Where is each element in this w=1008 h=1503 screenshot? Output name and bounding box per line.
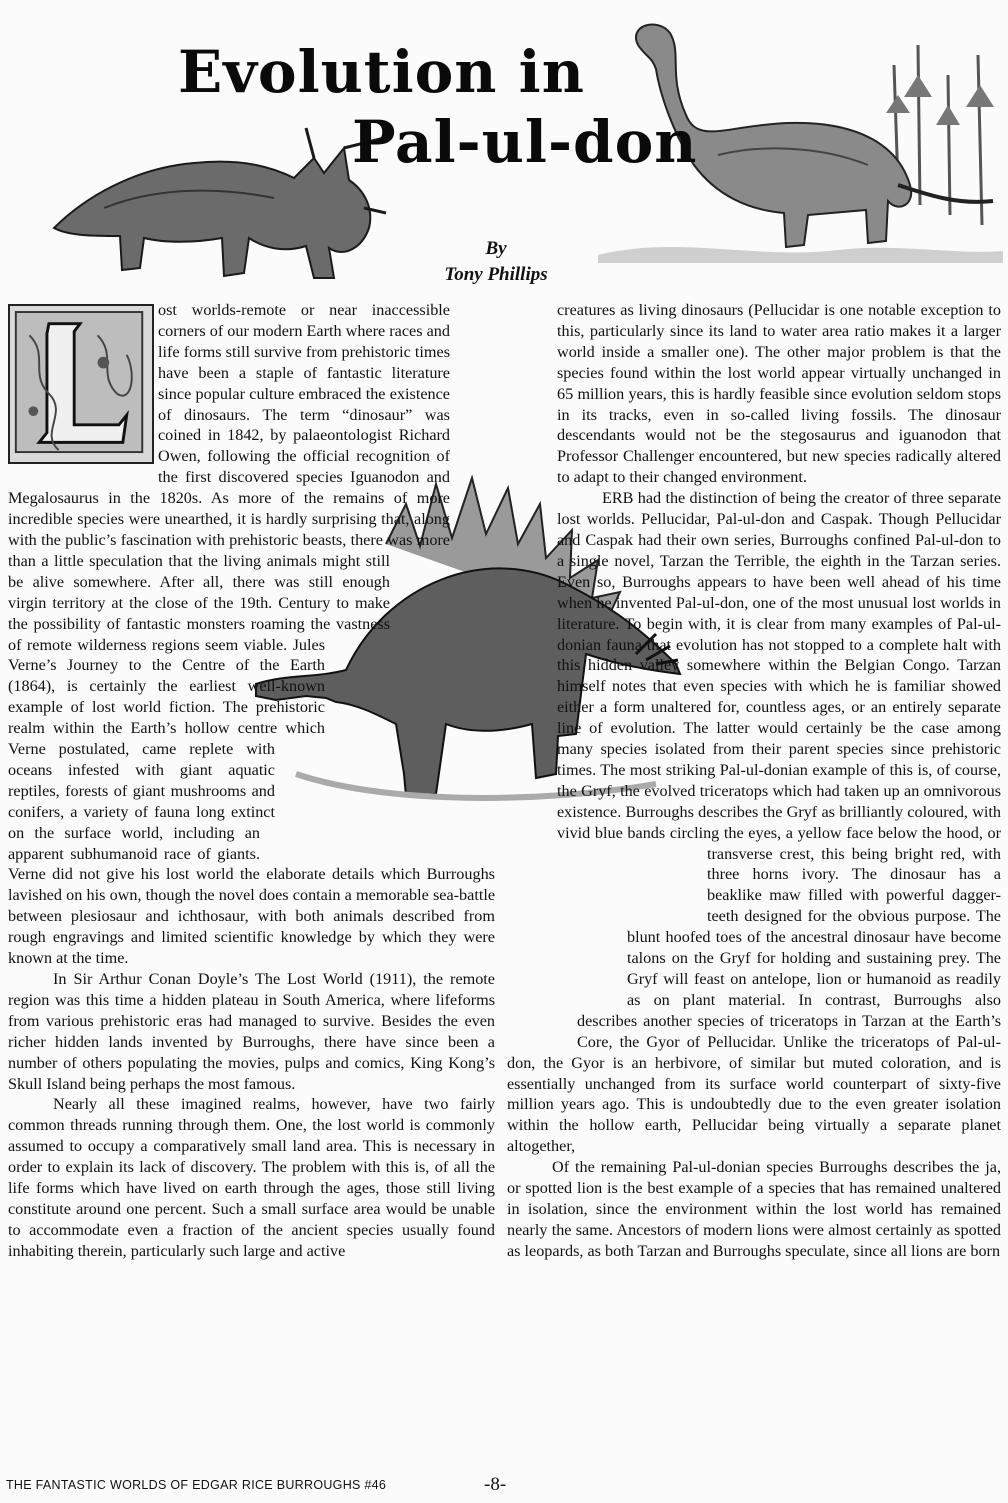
triceratops-illustration	[44, 118, 389, 288]
title-line-1: Evolution in	[178, 38, 585, 106]
stego-wrap	[507, 1006, 577, 1046]
byline-by: By	[485, 238, 507, 259]
article-column-right	[507, 300, 1001, 1485]
dropcap-wrap	[8, 300, 158, 488]
stego-wrap	[507, 572, 557, 844]
right-paragraph: ERB had the distinction of being the creator of three separate lost worlds. Pellucidar, Pal-ul-don and Caspak. Though Pellucidar and Caspak had their own series, Burroughs confined Pal-ul-don to a single novel, Tarzan the Terrible, the eighth in the Tarzan series. Even so, Burroughs appears to have been well ahead of his time when he invented Pal-ul-don, one of the most unusual lost worlds in literature. To begin with, it is clear from many examples of Pal-ul-donian fauna that evolution has not stopped to a complete halt with this hidden valley somewhere within the Belgian Congo. Tarzan himself notes that even species with which he is familiar showed either a form unaltered for, countless ages, or an entirely separate line of evolution. The latter would certainly be the case among many species isolated from their parent species since prehistoric times. The most striking Pal-ul-donian example of this is, of course, the Gryf, the evolved triceratops which had taken up an omnivorous existence. Burroughs describes the Gryf as brilliantly coloured, with vivid blue bands circling the eyes, a yellow face below the hood, or transverse crest, this being bright red, with three horns ivory. The dinosaur has a beaklike maw filled with powerful dagger-teeth designed for the obvious purpose. The blunt hoofed toes of the ancestral dinosaur have become talons on the Gryf for holding and sustaining prey. The Gryf will feast on antelope, lion or humanoid as readily as on plant material. In contrast, Burroughs also describes another species of triceratops in Tarzan at the Earth’s Core, the Gyor of Pellucidar. Unlike the triceratops of Pal-ul-don, the Gyor is an herbivore, of similar but muted coloration, and is essentially unchanged from its surface world counterpart of sixty-five million years ago. This is undoubtedly due to the even greater isolation within the hollow earth, Pellucidar being virtually a separate planet altogether,	[507, 489, 1001, 1156]
stego-wrap	[260, 824, 495, 864]
left-paragraph: ost worlds-remote or near inaccessible corners of our modern Earth where races and life forms still survive from prehistoric times have been a staple of fantastic literature since popular culture embraced the existence of dinosaurs. The term “dinosaur” was coined in 1842, by palaeontologist Richard Owen, following the official recognition of the first discovered species Iguanodon and Megalosaurus in the 1820s. As more of the remains of more incredible species were unearthed, it is hardly surprising that, along with the public’s fascination with prehistoric beasts, there was more than a little speculation that the living animals might still be alive somewhere. After all, there was still enough virgin territory at the close of the 19th. Century to make the possibility of fantastic monsters roaming the vastness of remote wilderness regions seem viable. Jules Verne’s Journey to the Centre of the Earth (1864), is certainly the earliest well-known example of lost world fiction. The prehistoric realm within the Earth’s hollow centre which Verne postulated, came replete with oceans infested with giant aquatic reptiles, forests of giant mushrooms and conifers, a variety of fauna long extinct on the surface world, including an apparent subhumanoid race of giants. Verne did not give his lost world the elaborate details which Burroughs lavished on his own, though the novel does contain a memorable sea-battle between plesiosaur and ichthosaur, with both animals described from rough engravings and limited scientific knowledge by which they were known at the time.	[8, 301, 495, 968]
right-paragraph: creatures as living dinosaurs (Pellucidar is one notable exception to this, particularly since its land to water area ratio makes it a larger world inside a smaller one). The other major problem is that the species found within the lost world appear virtually unchanged in 65 million years, this is hardly feasible since evolution seldom stops in its tracks, even in so-called living fossils. The dinosaur descendants would not be the stegosaurus and iguanodon that Professor Challenger encountered, but new species radically altered to adapt to their changed environment.	[557, 301, 1001, 487]
page-footer	[6, 1476, 1002, 1498]
stego-wrap	[325, 647, 495, 742]
stego-wrap	[507, 844, 707, 924]
stego-wrap	[507, 924, 627, 1006]
article-column-left	[8, 300, 495, 1485]
stego-wrap	[275, 742, 495, 824]
magazine-title: THE FANTASTIC WORLDS OF EDGAR RICE BURROUGHS #46	[6, 1478, 387, 1492]
page-number: -8-	[484, 1474, 507, 1495]
left-paragraph: Nearly all these imagined realms, however, have two fairly common threads running through them. One, the lost world is commonly assumed to occupy a comparatively small land area. This is necessary in order to explain its lack of discovery. The problem with this is, of all the life forms which have lived on earth through the ages, those still living constitute around one percent. Such a small surface area would be unable to accommodate even a fraction of the ancient species usually found inhabiting therein, particularly such large and active	[8, 1095, 495, 1260]
stego-wrap	[390, 567, 495, 647]
right-paragraph: Of the remaining Pal-ul-donian species Burroughs describes the ja, or spotted lion is the best example of a species that has remained unaltered in isolation, since the environment within the lost world has remained nearly the same. Ancestors of modern lions were almost certainly as spotted as leopards, as both Tarzan and Burroughs speculate, since all lions are born	[507, 1158, 1001, 1260]
left-paragraph: In Sir Arthur Conan Doyle’s The Lost World (1911), the remote region was this time a hidden plateau in South America, where lifeforms from various prehistoric eras had managed to survive. Besides the even richer hidden lands invented by Burroughs, there have since been a number of others populating the movies, pulps and comics, King Kong’s Skull Island being perhaps the most famous.	[8, 970, 495, 1093]
stego-wrap	[450, 352, 495, 567]
byline-author: Tony Phillips	[444, 264, 548, 285]
title-line-2: Pal-ul-don	[352, 108, 698, 176]
